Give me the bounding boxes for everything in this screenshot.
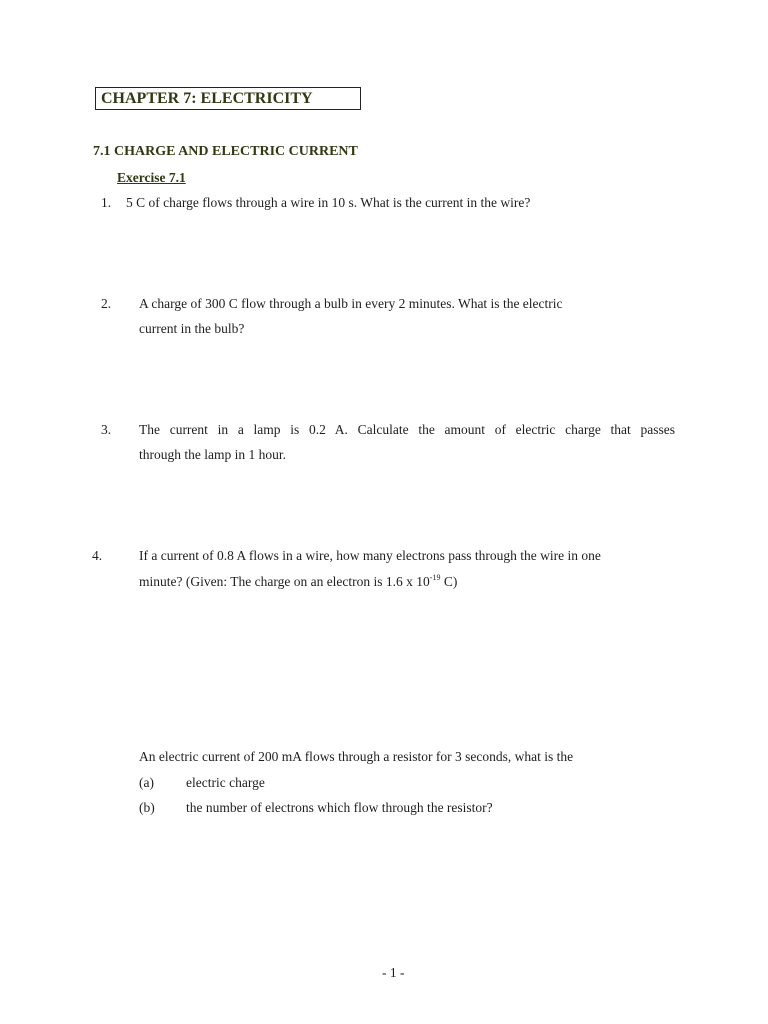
question-4-number: 4. [92,548,103,563]
question-3-line-2: through the lamp in 1 hour. [139,447,286,462]
part-b-label: (b) [139,800,155,815]
part-a-text: electric charge [186,775,265,790]
page-number: - 1 - [382,965,405,980]
question-1-text: 5 C of charge flows through a wire in 10 s. What is the current in the wire? [126,195,531,210]
chapter-title: CHAPTER 7: ELECTRICITY [101,90,313,107]
part-a-label: (a) [139,775,154,790]
question-2-line-1: A charge of 300 C flow through a bulb in every 2 minutes. What is the electric [139,296,563,311]
question-4-line-1: If a current of 0.8 A flows in a wire, how many electrons pass through the wire in one [139,548,601,563]
part-b-text: the number of electrons which flow through the resistor? [186,800,493,815]
question-2-line-2: current in the bulb? [139,321,245,336]
chapter-title-box [95,87,361,110]
section-heading: 7.1 CHARGE AND ELECTRIC CURRENT [93,144,358,159]
exponent: -19 [429,573,441,582]
question-5-intro: An electric current of 200 mA flows through a resistor for 3 seconds, what is the [139,749,574,764]
question-4-line-2 [139,574,457,590]
exercise-heading: Exercise 7.1 [117,170,186,185]
question-2-number: 2. [101,296,112,311]
question-3-number: 3. [101,422,112,437]
question-4-line-2-unit: C) [440,574,458,589]
question-1-number: 1. [101,195,112,210]
question-3-line-1: The current in a lamp is 0.2 A. Calculate the amount of electric charge that passes [139,422,675,437]
question-4-line-2-text: minute? (Given: The charge on an electron is 1.6 x 10 [139,574,430,589]
